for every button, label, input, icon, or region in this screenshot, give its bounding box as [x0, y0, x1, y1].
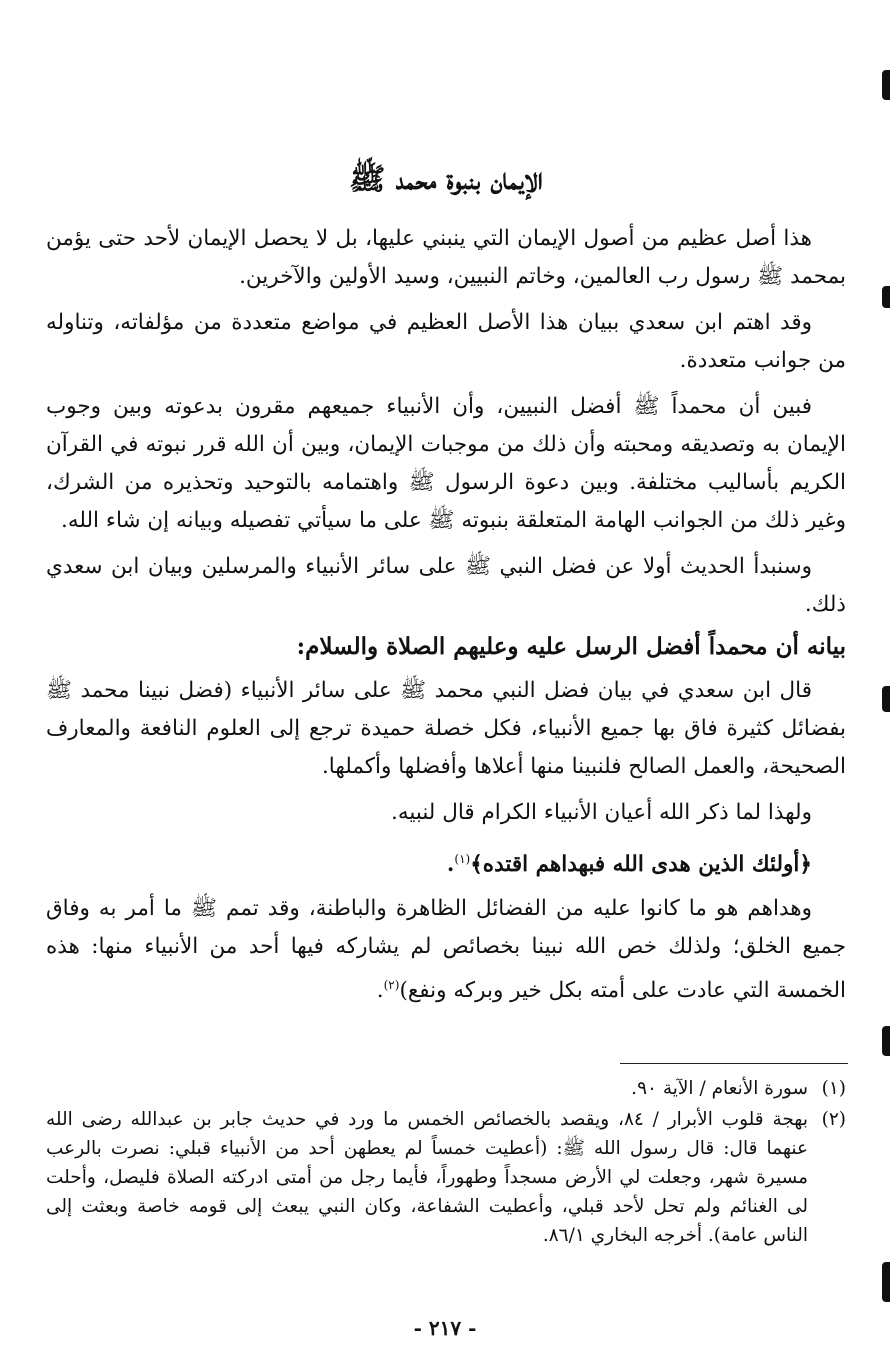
scan-edge-mark — [882, 286, 890, 308]
footnote-number: (٢) — [821, 1109, 846, 1130]
footnote — [46, 1074, 846, 1103]
paragraph: وقد اهتم ابن سعدي ببيان هذا الأصل العظيم في مواضع متعددة من مؤلفاته، وتناوله من جوانب متعددة. — [46, 310, 846, 373]
footnote — [46, 1105, 846, 1250]
scan-edge-mark — [882, 1026, 890, 1056]
scan-edge-mark — [882, 70, 890, 100]
punctuation: . — [376, 978, 384, 1004]
page-title: الإيمان بنبوة محمد ﷺ — [349, 162, 543, 197]
scan-edge-mark — [882, 1262, 890, 1302]
paragraph: فبين أن محمداً ﷺ أفضل النبيين، وأن الأنبياء جميعهم مقرون بدعوته وبين وجوب الإيمان به وتصديقه ومحبته وأن ذلك من موجبات الإيمان، وبين أن الله قرر نبوته في القرآن الكريم بأساليب مختلفة. وبين دعوة الرسول ﷺ واهتمامه بالتوحيد وتحذيره من الشرك، وغير ذلك من الجوانب الهامة المتعلقة بنبوته ﷺ على ما سيأتي تفصيله وبيانه إن شاء الله. — [46, 394, 846, 533]
quran-verse-text: ﴿أولئك الذين هدى الله فبهداهم اقتده﴾ — [470, 852, 812, 878]
paragraph: وسنبدأ الحديث أولا عن فضل النبي ﷺ على سائر الأنبياء والمرسلين وبيان ابن سعدي ذلك. — [46, 554, 846, 617]
main-text — [46, 158, 846, 1018]
punctuation: . — [446, 852, 455, 878]
paragraph — [46, 890, 846, 1010]
paragraph-text: وهداهم هو ما كانوا عليه من الفضائل الظاهرة والباطنة، وقد تمم ﷺ ما أمر به وفاق جميع الخلق؛ ولذلك خص الله نبينا بخصائص لم يشاركه فيها أحد من الأنبياء منها: هذه الخمسة التي عادت على أمته بكل خير وبركه ونفع) — [46, 896, 846, 1004]
quran-verse — [46, 840, 846, 884]
scan-edge-mark — [882, 686, 890, 712]
footnote-ref: (٢) — [383, 978, 400, 993]
footnote-ref: (١) — [454, 852, 471, 866]
footnote-text: بهجة قلوب الأبرار / ٨٤، ويقصد بالخصائص الخمس ما ورد في حديث جابر بن عبدالله رضى الله عنهما قال: قال رسول الله ﷺ: (أعطيت خمساً لم يعطهن أحد من الأنبياء قبلي: نصرت بالرعب مسيرة شهر، وجعلت لي الأرض مسجداً وطهوراً، فأيما رجل من أمتى ادركته الصلاة فليصل، وأحلت لى الغنائم ولم تحل لأحد قبلي، وأعطيت الشفاعة، وكان النبي يبعث إلى قومه خاصة وبعثت إلى الناس عامة). أخرجه البخاري ٨٦/١. — [46, 1109, 808, 1246]
page-number: - ٢١٧ - — [413, 1316, 477, 1340]
footnotes — [46, 1074, 846, 1252]
paragraph: ولهذا لما ذكر الله أعيان الأنبياء الكرام قال لنبيه. — [390, 800, 812, 825]
footnote-text: سورة الأنعام / الآية ٩٠. — [631, 1078, 808, 1099]
section-heading: بيانه أن محمداً أفضل الرسل عليه وعليهم الصلاة والسلام: — [296, 633, 846, 660]
paragraph: قال ابن سعدي في بيان فضل النبي محمد ﷺ على سائر الأنبياء (فضل نبينا محمد ﷺ بفضائل كثيرة فاق بها جميع الأنبياء، فكل خصلة حميدة ترجع إلى العلوم النافعة والمعارف الصحيحة، والعمل الصالح فلنبينا منها أعلاها وأفضلها وأكملها. — [46, 678, 846, 779]
footnote-divider — [620, 1063, 848, 1064]
footnote-number: (١) — [821, 1078, 846, 1099]
paragraph: هذا أصل عظيم من أصول الإيمان التي ينبني عليها، بل لا يحصل الإيمان لأحد حتى يؤمن بمحمد ﷺ رسول رب العالمين، وخاتم النبيين، وسيد الأولين والآخرين. — [46, 226, 846, 289]
